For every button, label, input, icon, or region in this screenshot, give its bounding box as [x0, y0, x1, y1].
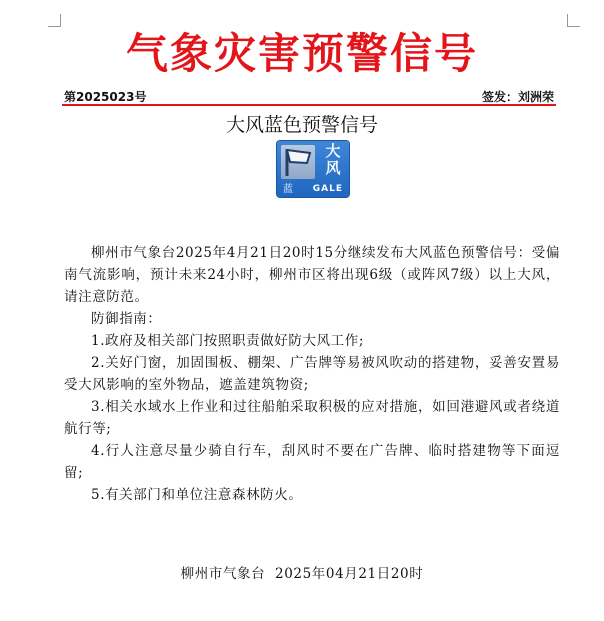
paragraph: 2.关好门窗，加固围板、棚架、广告牌等易被风吹动的搭建物，妥善安置易受大风影响的室外物品，遮盖建筑物资; [64, 355, 560, 393]
paragraph: 3.相关水域水上作业和过往船舶采取积极的应对措施，如回港避风或者绕道航行等; [64, 399, 560, 437]
paragraph: 1.政府及相关部门按照职责做好防大风工作; [91, 333, 365, 349]
warning-title: 大风蓝色预警信号 [225, 114, 378, 136]
document-number: 第2025023号 [64, 90, 147, 104]
gale-blue-warning-icon [277, 141, 349, 197]
flag-panel [281, 145, 315, 179]
paragraph: 防御指南： [91, 311, 162, 327]
document-header-title: 气象灾害预警信号 [125, 29, 478, 78]
paragraph: 5.有关部门和单位注意森林防火。 [91, 487, 303, 503]
signer-label: 签发： [481, 90, 518, 104]
signer-name: 刘洲荣 [517, 90, 554, 104]
icon-chars: 大风 [325, 142, 341, 177]
issuer-signature: 柳州市气象台 2025年04月21日20时 [180, 566, 424, 582]
wind-flag-icon [281, 145, 315, 179]
icon-english: GALE [312, 184, 343, 194]
paragraph: 4.行人注意尽量少骑自行车，刮风时不要在广告牌、临时搭建物等下面逗留; [64, 443, 560, 481]
header-divider [62, 104, 556, 106]
paragraph: 柳州市气象台2025年4月21日20时15分继续发布大风蓝色预警信号：受偏南气流影响，预计未来24小时，柳州市区将出现6级（或阵风7级）以上大风，请注意防范。 [64, 245, 560, 305]
meta-row [64, 88, 554, 105]
icon-level: 蓝 [283, 184, 293, 195]
signer [482, 88, 554, 105]
warning-body [64, 242, 560, 506]
